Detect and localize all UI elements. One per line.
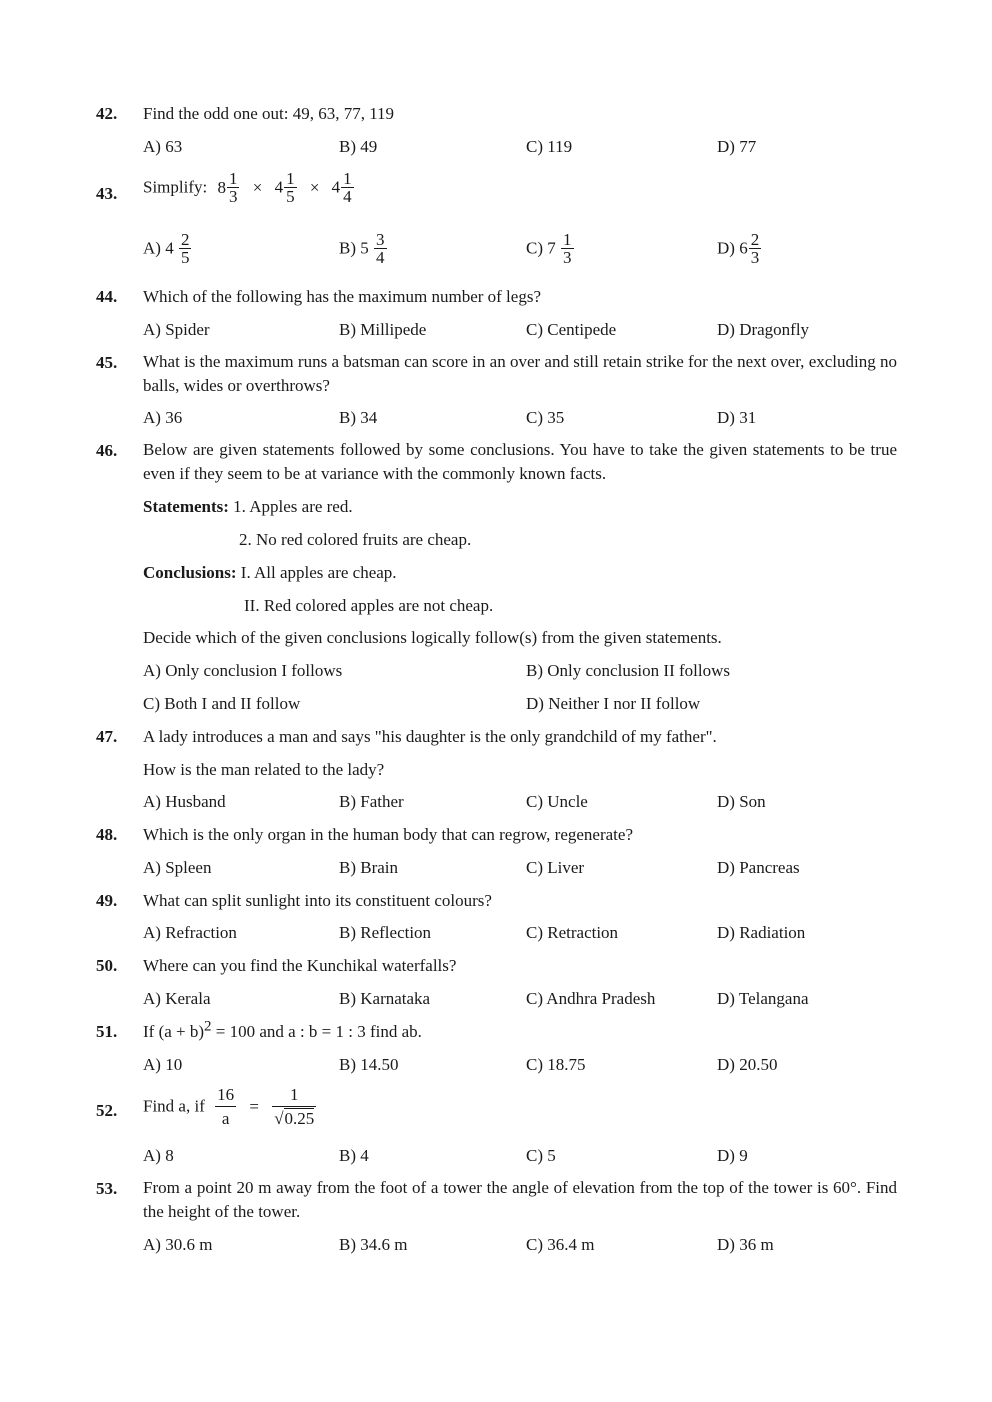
option-b: B) 34 — [339, 408, 378, 427]
option-a: A) Kerala — [143, 989, 211, 1008]
fraction: $\frac{16}{a}$ — [217, 1085, 235, 1128]
question-text: Where can you find the Kunchikal waterfalls? — [143, 956, 457, 975]
statements-label: Statements: — [143, 497, 229, 516]
question-label: Find a, if — [143, 1096, 205, 1116]
option-c: C) Retraction — [526, 923, 619, 942]
conclusion-text: II. Red colored apples are not cheap. — [244, 596, 494, 615]
question-text: How is the man related to the lady? — [143, 760, 385, 779]
option-a: A) 8 — [143, 1146, 174, 1165]
question-number: 51. — [96, 1022, 118, 1041]
fraction: $\frac{1}{4}$ — [343, 169, 352, 206]
equals-sign: = — [249, 1096, 259, 1116]
option-b: B) 14.50 — [339, 1055, 399, 1074]
option-d: D) Radiation — [717, 923, 806, 942]
option-c: C) Both I and II follow — [143, 694, 301, 713]
option-c: C) 35 — [526, 408, 565, 427]
times-sign: × — [252, 177, 263, 197]
option-b: B) Only conclusion II follows — [526, 661, 730, 680]
option-c: C) Andhra Pradesh — [526, 989, 656, 1008]
option-a: A) 10 — [143, 1055, 183, 1074]
option-b: B) Millipede — [339, 320, 427, 339]
option-c: C) 5 — [526, 1146, 556, 1165]
option-d: D) 31 — [717, 408, 757, 427]
option-a: A) 63 — [143, 137, 183, 156]
question-number: 48. — [96, 825, 118, 844]
question-number: 53. — [96, 1179, 118, 1198]
question-52 — [0, 1086, 992, 1136]
sqrt-sign: √ — [274, 1109, 284, 1128]
question-43 — [0, 170, 992, 220]
statement-text: 1. Apples are red. — [233, 497, 353, 516]
option-a: A) Refraction — [143, 923, 237, 942]
option-b: B) 49 — [339, 137, 378, 156]
option-c: C) 7 $\frac{1}{3}$ — [526, 230, 572, 267]
question-text: Find the odd one out: 49, 63, 77, 119 — [143, 104, 395, 123]
option-d: D) Pancreas — [717, 858, 800, 877]
statement-text: 2. No red colored fruits are cheap. — [239, 530, 472, 549]
question-label: Simplify: — [143, 177, 208, 197]
question-number: 52. — [96, 1101, 118, 1120]
option-c: C) 36.4 m — [526, 1235, 595, 1254]
exponent: 2 — [204, 1018, 212, 1035]
conclusions-label: Conclusions: — [143, 563, 237, 582]
options-43 — [0, 231, 992, 277]
question-number: 42. — [96, 104, 118, 123]
question-text: Below are given statements followed by some conclusions. You have to take the given statements to be true even if they seem to be at variance with the commonly known facts. — [143, 440, 897, 483]
question-number: 49. — [96, 891, 118, 910]
option-b: B) 4 — [339, 1146, 369, 1165]
option-b: B) Father — [339, 792, 404, 811]
fraction: $\frac{1}{√0.25}$ — [274, 1085, 315, 1128]
question-number: 43. — [96, 184, 118, 203]
option-d: D) Telangana — [717, 989, 809, 1008]
question-text: A lady introduces a man and says "his daughter is the only grandchild of my father". — [143, 727, 717, 746]
question-text: What can split sunlight into its constituent colours? — [143, 891, 492, 910]
option-d: D) 77 — [717, 137, 757, 156]
option-c: C) 18.75 — [526, 1055, 586, 1074]
option-b: B) Brain — [339, 858, 399, 877]
option-c: C) Liver — [526, 858, 585, 877]
question-expression — [143, 1086, 317, 1127]
option-d: D) 6 $\frac{2}{3}$ — [717, 230, 760, 267]
question-number: 50. — [96, 956, 118, 975]
fraction: $\frac{1}{3}$ — [228, 169, 238, 206]
option-a: A) Husband — [143, 792, 226, 811]
question-text: Which of the following has the maximum number of legs? — [143, 287, 541, 306]
option-a: A) Only conclusion I follows — [143, 661, 343, 680]
option-d: D) Neither I nor II follow — [526, 694, 701, 713]
option-d: D) Son — [717, 792, 766, 811]
option-a: A) Spider — [143, 320, 210, 339]
times-sign: × — [309, 177, 320, 197]
instruction-text: Decide which of the given conclusions logically follow(s) from the given statements. — [143, 628, 722, 647]
question-expression: Simplify: 8 $\frac{1}{3}$ × 4 $\frac{1}{5}$ × 4 $\frac{1}{4}$ — [143, 169, 352, 206]
option-d: D) 9 — [717, 1146, 748, 1165]
option-c: C) Centipede — [526, 320, 617, 339]
option-b: B) Karnataka — [339, 989, 431, 1008]
option-b: B) Reflection — [339, 923, 432, 942]
fraction: $\frac{1}{5}$ — [286, 169, 295, 206]
question-number: 47. — [96, 727, 118, 746]
option-a: A) 30.6 m — [143, 1235, 213, 1254]
conclusion-text: I. All apples are cheap. — [240, 563, 397, 582]
option-a: A) 36 — [143, 408, 183, 427]
question-number: 44. — [96, 287, 118, 306]
option-a: A) Spleen — [143, 858, 212, 877]
question-text: What is the maximum runs a batsman can score in an over and still retain strike for the next over, excluding no balls, wides or overthrows? — [143, 352, 897, 395]
option-d: D) 20.50 — [717, 1055, 778, 1074]
question-number: 46. — [96, 441, 118, 460]
question-text: Which is the only organ in the human body that can regrow, regenerate? — [143, 825, 633, 844]
option-a: A) 4 $\frac{2}{5}$ — [143, 230, 190, 267]
option-d: D) 36 m — [717, 1235, 774, 1254]
question-text: If $(a + b)^2 = 100$ and a : b = 1 : 3 find ab. — [143, 1018, 422, 1041]
question-number: 45. — [96, 353, 118, 372]
option-c: C) 119 — [526, 137, 573, 156]
option-d: D) Dragonfly — [717, 320, 810, 339]
question-text: From a point 20 m away from the foot of a tower the angle of elevation from the top of the tower is 60°. Find the height of the tower. — [143, 1178, 897, 1221]
option-c: C) Uncle — [526, 792, 588, 811]
option-b: B) 5 $\frac{3}{4}$ — [339, 230, 385, 267]
option-b: B) 34.6 m — [339, 1235, 408, 1254]
